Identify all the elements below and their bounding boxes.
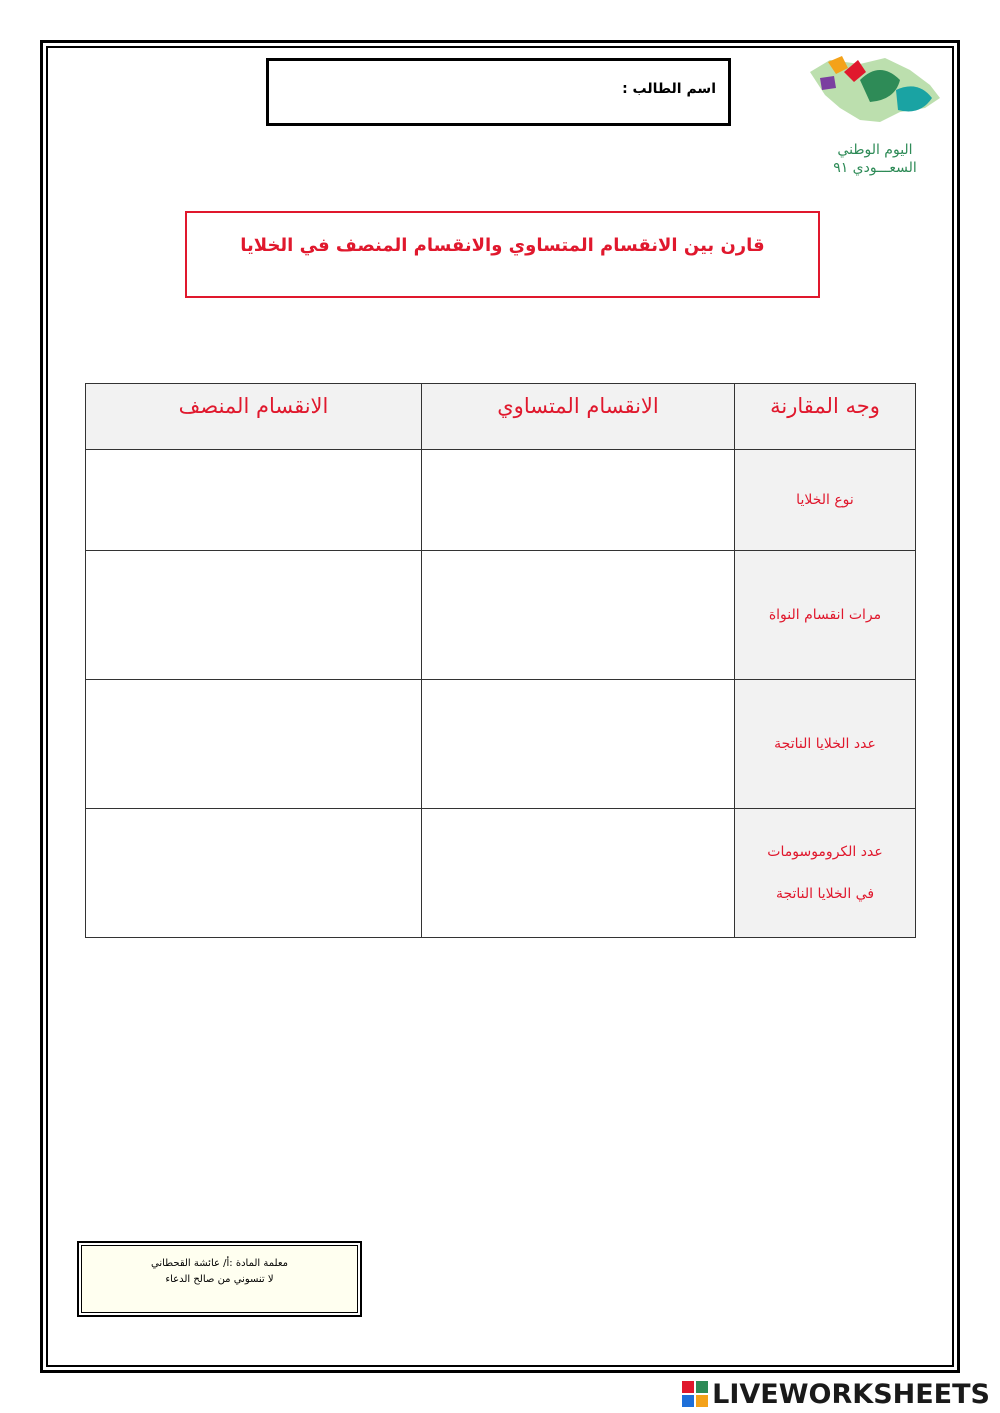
aspect-line-2: في الخلايا الناتجة [775,886,875,902]
title-box [185,211,820,298]
table-row [86,680,916,809]
national-day-logo [800,50,950,180]
page-title: قارن بين الانقسام المتساوي والانقسام المنصف في الخلايا [240,235,765,256]
aspect-cell: مرات انقسام النواة [735,551,916,680]
mitosis-answer-cell[interactable] [422,809,735,938]
mitosis-answer-cell[interactable] [422,680,735,809]
teacher-box [77,1241,362,1317]
table-row [86,450,916,551]
teacher-name: معلمة المادة :أ/ عائشة القحطاني [151,1258,288,1269]
aspect-cell: عدد الخلايا الناتجة [735,680,916,809]
logo-line-2: السعـــودي ٩١ [833,160,917,176]
logo-line-1: اليوم الوطني [837,142,913,158]
liveworksheets-logo-icon [681,1380,709,1408]
student-name-box[interactable] [266,58,731,126]
mitosis-answer-cell[interactable] [422,450,735,551]
comparison-table [85,383,916,938]
table-row [86,809,916,938]
liveworksheets-brand [681,1378,990,1410]
student-name-label: اسم الطالب : [622,81,716,97]
meiosis-answer-cell[interactable] [86,450,422,551]
aspect-cell [735,809,916,938]
table-header-row [86,384,916,450]
meiosis-answer-cell[interactable] [86,809,422,938]
meiosis-answer-cell[interactable] [86,551,422,680]
mitosis-answer-cell[interactable] [422,551,735,680]
header-mitosis: الانقسام المتساوي [422,384,735,450]
teacher-note: لا تنسوني من صالح الدعاء [165,1274,274,1285]
aspect-line-1: عدد الكروموسومات [767,844,883,860]
meiosis-answer-cell[interactable] [86,680,422,809]
table-row [86,551,916,680]
aspect-cell: نوع الخلايا [735,450,916,551]
saudi-map-icon [800,50,950,140]
header-meiosis: الانقسام المنصف [86,384,422,450]
teacher-inner [81,1245,358,1313]
brand-name: LIVEWORKSHEETS [712,1378,990,1410]
header-comparison-aspect: وجه المقارنة [735,384,916,450]
